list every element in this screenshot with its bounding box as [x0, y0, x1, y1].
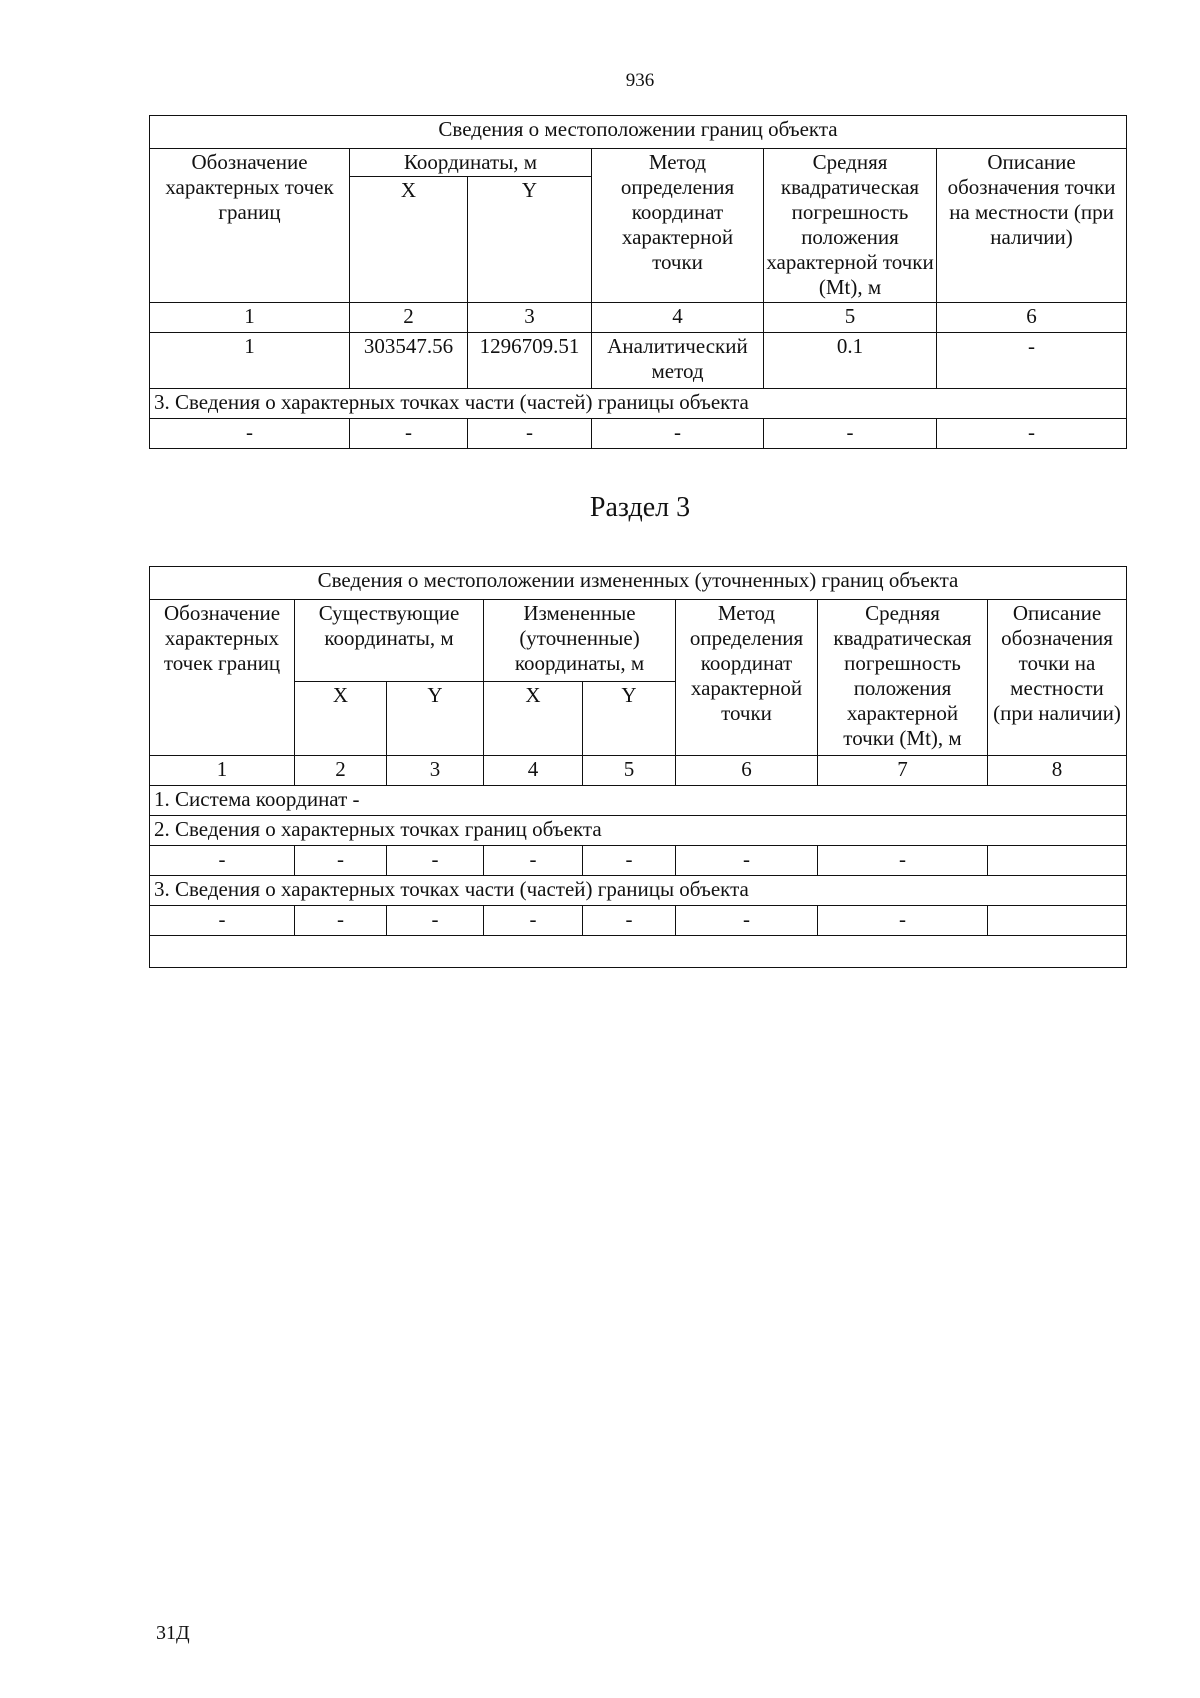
table-cell: 1 — [150, 333, 350, 389]
page-number: 936 — [625, 70, 655, 91]
table-cell: 303547.56 — [350, 333, 468, 389]
col-number: 2 — [295, 756, 387, 786]
table-cell: - — [676, 906, 818, 936]
header-coordinates: Координаты, м — [350, 149, 592, 177]
table-cell: 1296709.51 — [468, 333, 592, 389]
header-y: Y — [387, 682, 484, 756]
header-y: Y — [583, 682, 676, 756]
header-x: X — [484, 682, 583, 756]
table-cell: - — [818, 846, 988, 876]
header-description: Описание обозначения точки на местности (при наличии) — [988, 600, 1127, 756]
table-cell: - — [484, 846, 583, 876]
table-cell: - — [295, 906, 387, 936]
table-cell: 0.1 — [764, 333, 937, 389]
col-number: 5 — [583, 756, 676, 786]
table-cell — [988, 906, 1127, 936]
table-cell: - — [764, 419, 937, 449]
table-cell: - — [583, 846, 676, 876]
col-number: 4 — [484, 756, 583, 786]
table-title: Сведения о местоположении границ объекта — [150, 116, 1127, 149]
table-cell: - — [387, 846, 484, 876]
table-cell: Аналитический метод — [592, 333, 764, 389]
table-title: Сведения о местоположении измененных (уточненных) границ объекта — [150, 567, 1127, 600]
table-cell: - — [818, 906, 988, 936]
footer-code: 31Д — [156, 1622, 190, 1644]
header-description: Описание обозначения точки на местности (при наличии) — [937, 149, 1127, 303]
col-number: 2 — [350, 303, 468, 333]
section-heading: Раздел 3 — [589, 492, 691, 523]
table-cell: - — [350, 419, 468, 449]
table-cell: - — [937, 333, 1127, 389]
empty-row — [150, 936, 1127, 968]
table-cell: - — [468, 419, 592, 449]
col-number: 7 — [818, 756, 988, 786]
header-mean-error: Средняя квадратическая погрешность положения характерной точки (Mt), м — [818, 600, 988, 756]
table-cell: - — [295, 846, 387, 876]
table-cell: - — [150, 419, 350, 449]
header-method: Метод определения координат характерной точки — [592, 149, 764, 303]
section-label: 3. Сведения о характерных точках части (частей) границы объекта — [150, 389, 1127, 419]
col-number: 3 — [387, 756, 484, 786]
col-number: 3 — [468, 303, 592, 333]
boundary-location-table — [149, 115, 1127, 449]
table-cell: - — [592, 419, 764, 449]
col-number: 8 — [988, 756, 1127, 786]
table-cell: - — [150, 846, 295, 876]
col-number: 4 — [592, 303, 764, 333]
header-method: Метод определения координат характерной точки — [676, 600, 818, 756]
header-x: X — [350, 177, 468, 303]
table-cell: - — [583, 906, 676, 936]
col-number: 5 — [764, 303, 937, 333]
header-x: X — [295, 682, 387, 756]
header-existing-coordinates: Существующие координаты, м — [295, 600, 484, 682]
header-changed-coordinates: Измененные (уточненные) координаты, м — [484, 600, 676, 682]
col-number: 1 — [150, 303, 350, 333]
table-cell: - — [150, 906, 295, 936]
section-label: 3. Сведения о характерных точках части (частей) границы объекта — [150, 876, 1127, 906]
col-number: 6 — [676, 756, 818, 786]
table-cell — [988, 846, 1127, 876]
col-number: 6 — [937, 303, 1127, 333]
table-cell: - — [937, 419, 1127, 449]
table-cell: - — [484, 906, 583, 936]
changed-boundaries-table — [149, 566, 1127, 968]
table-cell: - — [676, 846, 818, 876]
table-cell: - — [387, 906, 484, 936]
header-point-designation: Обозначение характерных точек границ — [150, 149, 350, 303]
section-label: 1. Система координат - — [150, 786, 1127, 816]
header-y: Y — [468, 177, 592, 303]
col-number: 1 — [150, 756, 295, 786]
header-point-designation: Обозначение характерных точек границ — [150, 600, 295, 756]
section-label: 2. Сведения о характерных точках границ объекта — [150, 816, 1127, 846]
header-mean-error: Средняя квадратическая погрешность положения характерной точки (Mt), м — [764, 149, 937, 303]
